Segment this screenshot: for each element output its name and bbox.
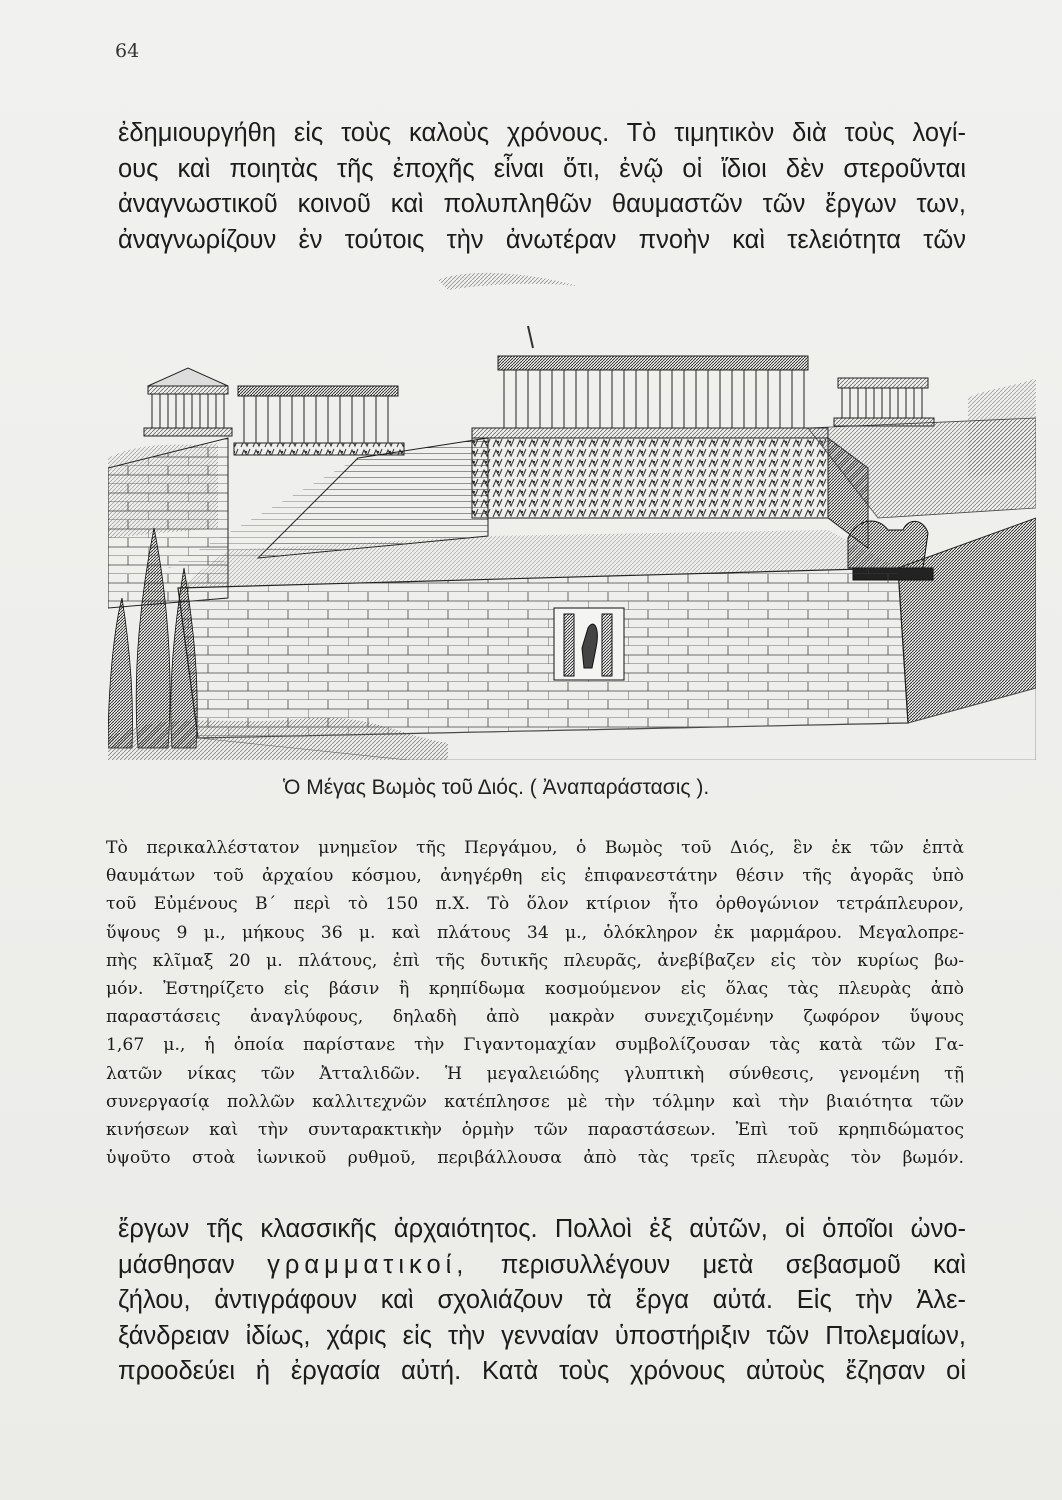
- paragraph-bottom-line-3: ζήλου, ἀντιγράφουν καὶ σχολιάζουν τὰ ἔργα αὐτά. Εἰς τὴν Ἀλε-: [118, 1286, 966, 1314]
- page-number: 64: [115, 40, 140, 62]
- paragraph-bottom-line-2-start: μάσθησαν: [118, 1250, 235, 1279]
- caption-description-line-8: 1,67 μ., ἡ ὁποία παρίστανε τὴν Γιγαντομαχίαν συμβολίζουσαν τὰς κατὰ τῶν Γα-: [106, 1035, 964, 1056]
- figure-caption: Ὁ Μέγας Βωμὸς τοῦ Διός. ( Ἀναπαράστασις ).: [283, 776, 710, 799]
- paragraph-bottom-line-2: [118, 1248, 966, 1284]
- caption-description-line-1: Τὸ περικαλλέστατον μνημεῖον τῆς Περγάμου, ὁ Βωμὸς τοῦ Διός, ἓν ἐκ τῶν ἑπτὰ: [106, 838, 964, 858]
- caption-description-line-6: μόν. Ἐστηρίζετο εἰς βάσιν ἢ κρηπίδωμα κοσμούμενον εἰς ὅλας τὰς πλευρὰς ἀπὸ: [106, 979, 964, 1000]
- altar-illustration: [108, 268, 1036, 760]
- caption-description-line-2: θαυμάτων τοῦ ἀρχαίου κόσμου, ἀνηγέρθη εἰς ἐπιφανεστάτην θέσιν τῆς ἀγορᾶς ὑπὸ: [106, 866, 964, 887]
- caption-description-line-9: λατῶν νίκας τῶν Ἀτταλιδῶν. Ἡ μεγαλειώδης γλυπτικὴ σύνθεσις, γενομένη τῇ: [106, 1063, 964, 1084]
- figure-caption-description: [106, 834, 964, 1172]
- paragraph-top: [118, 116, 966, 258]
- caption-description-line-11: κινήσεων καὶ τὴν συνταρακτικὴν ὁρμὴν τῶν παραστάσεων. Ἐπὶ τοῦ κρηπιδώματος: [106, 1120, 964, 1141]
- paragraph-top-line-1: ἐδημιουργήθη εἰς τοὺς καλοὺς χρόνους. Τὸ τιμητικὸν διὰ τοὺς λογί-: [118, 119, 966, 147]
- paragraph-bottom-line-1: ἔργων τῆς κλασσικῆς ἀρχαιότητος. Πολλοὶ ἐξ αὐτῶν, οἱ ὁποῖοι ὠνο-: [118, 1215, 966, 1243]
- caption-description-line-4: ὕψους 9 μ., μήκους 36 μ. καὶ πλάτους 34 μ., ὁλόκληρον ἐκ μαρμάρου. Μεγαλοπρε-: [106, 922, 964, 943]
- caption-description-line-3: τοῦ Εὐμένους Β΄ περὶ τὸ 150 π.Χ. Τὸ ὅλον κτίριον ἦτο ὀρθογώνιον τετράπλευρον,: [106, 894, 964, 915]
- paragraph-bottom-line-4: ξάνδρειαν ἰδίως, χάρις εἰς τὴν γενναίαν ὑποστήριξιν τῶν Πτολεμαίων,: [118, 1321, 966, 1350]
- paragraph-top-line-3: ἀναγνωστικοῦ κοινοῦ καὶ πολυπληθῶν θαυμαστῶν τῶν ἔργων των,: [118, 190, 966, 218]
- paragraph-top-line-4: ἀναγνωρίζουν ἐν τούτοις τὴν ἀνωτέραν πνοὴν καὶ τελειότητα τῶν: [118, 225, 966, 254]
- caption-description-line-5: πὴς κλῖμαξ 20 μ. πλάτους, ἐπὶ τῆς δυτικῆς πλευρᾶς, ἀνεβίβαζεν εἰς τὸν κυρίως βω-: [106, 950, 964, 971]
- caption-description-line-12: ὑψοῦτο στοὰ ἰωνικοῦ ρυθμοῦ, περιβάλλουσα ἀπὸ τὰς τρεῖς πλευρὰς τὸν βωμόν.: [106, 1148, 964, 1169]
- caption-description-line-7: παραστάσεις ἀναγλύφους, δηλαδὴ ἀπὸ μακρὰν συνεχιζομένην ζωφόρον ὕψους: [106, 1007, 964, 1028]
- paragraph-bottom-line-2-end: περισυλλέγουν μετὰ σεβασμοῦ καὶ: [500, 1250, 966, 1279]
- paragraph-bottom: [118, 1212, 966, 1390]
- emphasized-term-grammatikoi: γραμματικοί,: [267, 1250, 469, 1279]
- paragraph-bottom-line-5: προοδεύει ἡ ἐργασία αὐτή. Κατὰ τοὺς χρόνους αὐτοὺς ἔζησαν οἱ: [118, 1357, 966, 1385]
- paragraph-top-line-2: ους καὶ ποιητὰς τῆς ἐποχῆς εἶναι ὅτι, ἐνῷ οἱ ἴδιοι δὲν στεροῦνται: [118, 154, 966, 183]
- caption-description-line-10: συνεργασίᾳ πολλῶν καλλιτεχνῶν κατέπλησσε μὲ τὴν τόλμην καὶ τὴν βιαιότητα τῶν: [106, 1091, 964, 1112]
